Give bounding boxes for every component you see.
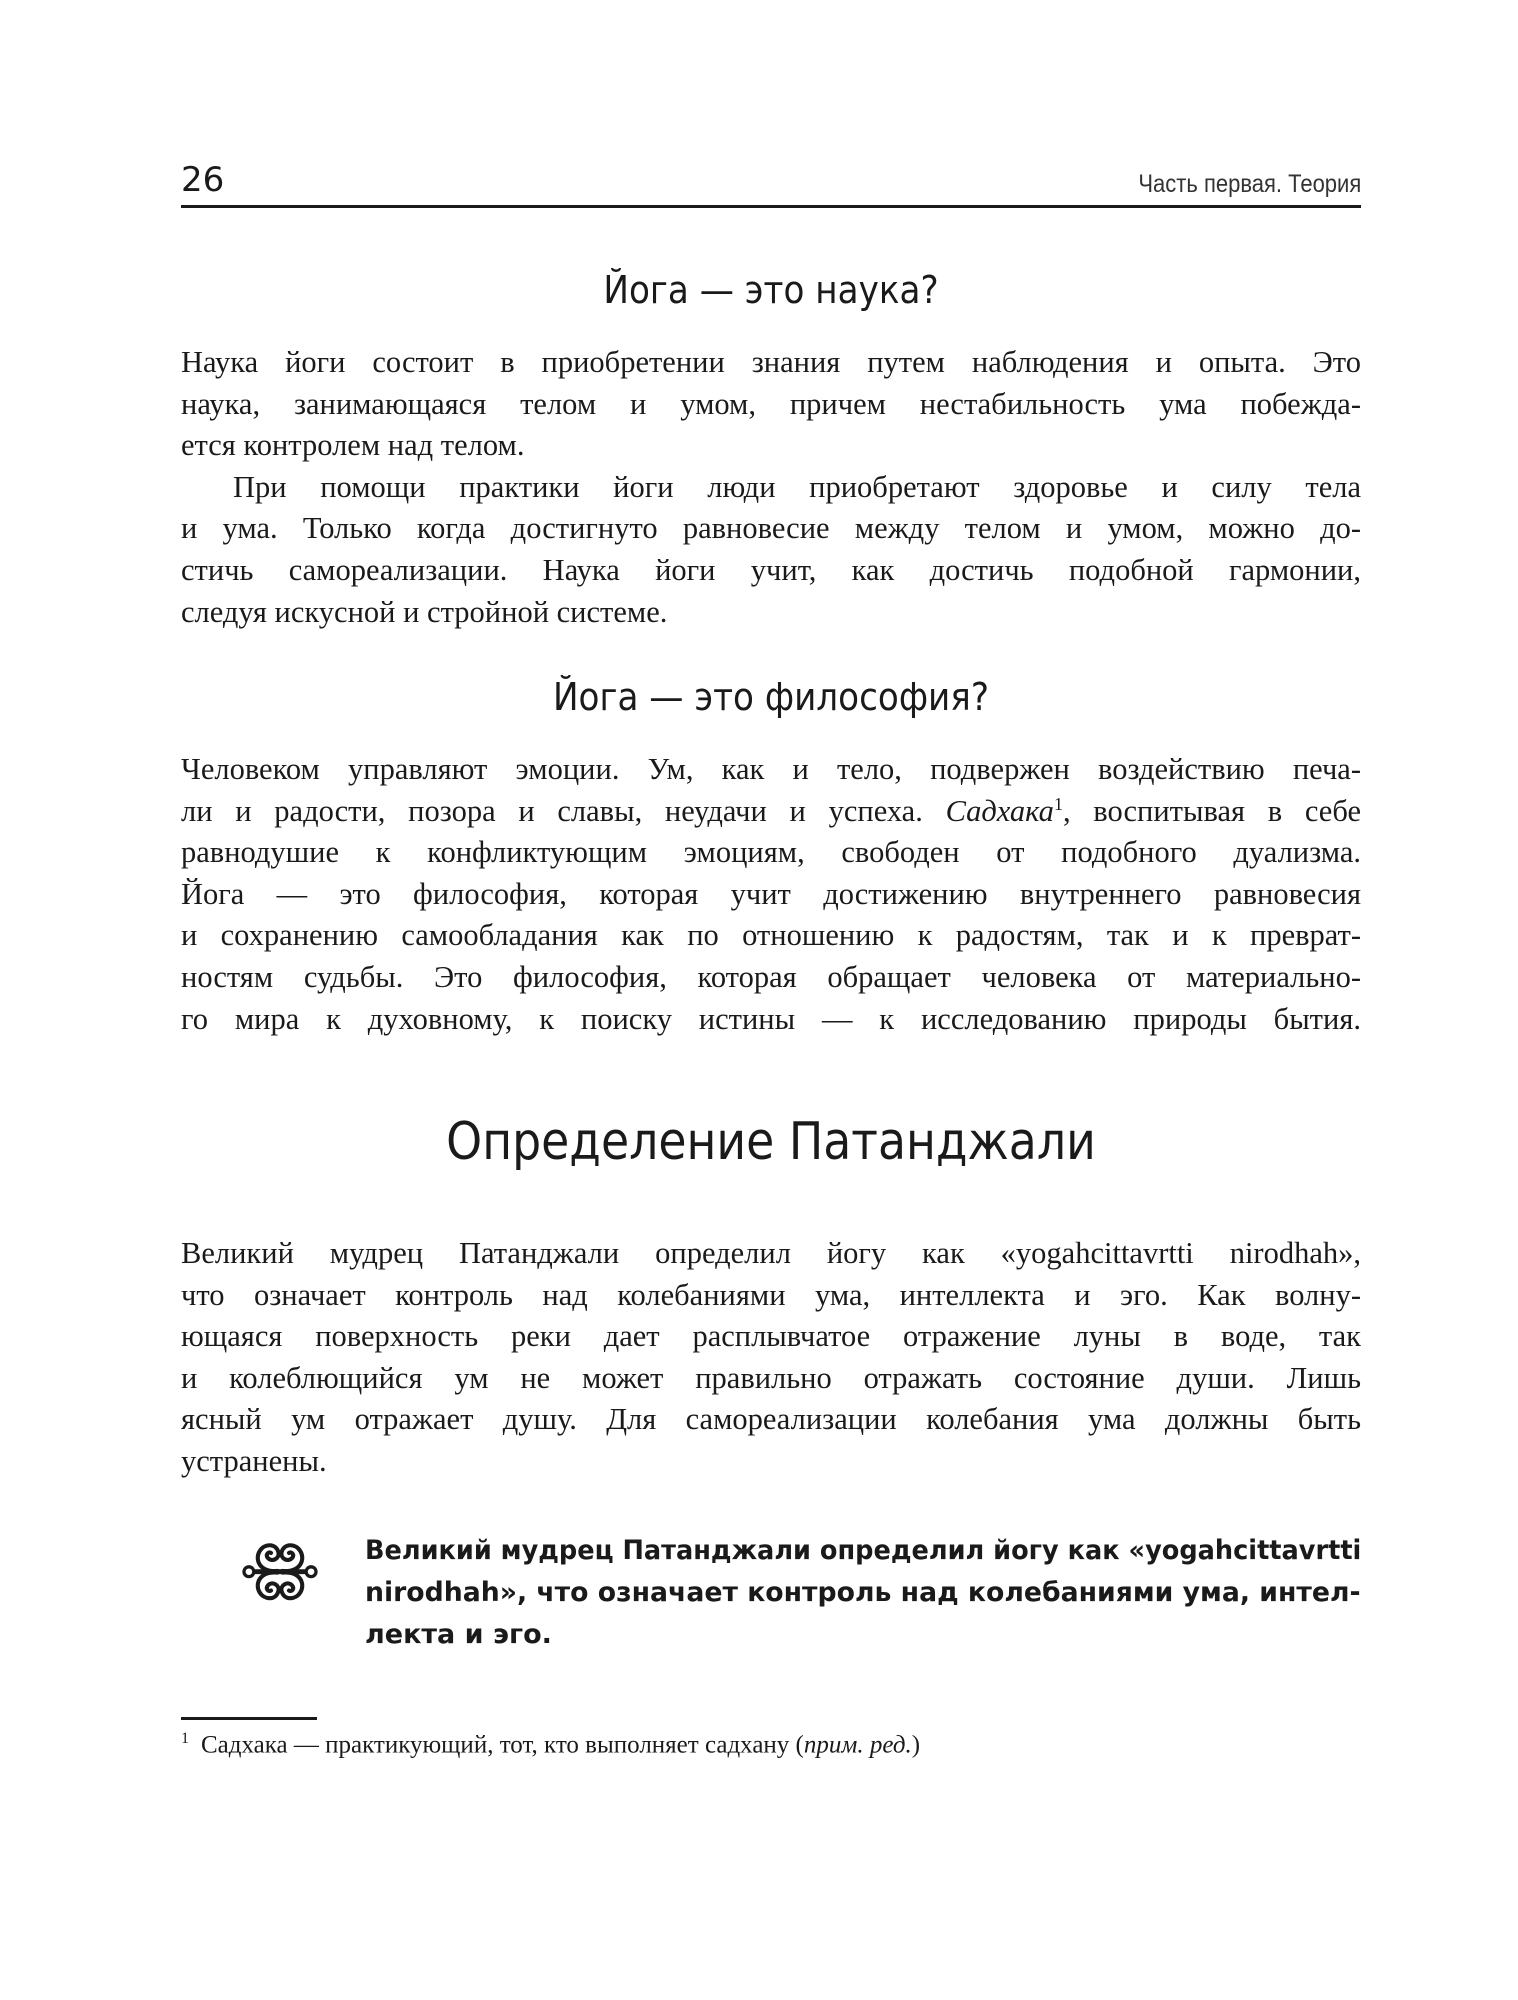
text-line: и колеблющийся ум не может правильно отражать состояние души. Лишь (181, 1360, 1361, 1395)
footnote-editor-note: прим. ред. (803, 1731, 912, 1759)
text-line: устранены. (181, 1443, 327, 1478)
running-head: Часть первая. Теория (1138, 170, 1361, 198)
section-body-philosophy (181, 749, 1361, 1040)
footnote-text: Садхака — практикующий, тот, кто выполняет садхану ( (201, 1731, 804, 1759)
text-line: ющаяся поверхность реки дает расплывчатое отражение луны в воде, так (181, 1319, 1361, 1354)
text-line: го мира к духовному, к поиску истины — к исследованию природы бытия. (181, 1001, 1361, 1036)
text-line: и ума. Только когда достигнуто равновесие между телом и умом, можно до- (181, 511, 1361, 546)
footnote-mark: 1 (181, 1730, 189, 1747)
text-run: , воспитывая в себе (1062, 793, 1361, 828)
footnote-close: ) (911, 1731, 921, 1759)
callout-line: лекта и эго. (365, 1619, 552, 1650)
text-line: При помощи практики йоги люди приобретают здоровье и силу тела (233, 469, 1361, 504)
page-number: 26 (181, 160, 225, 200)
text-line: равнодушие к конфликтующим эмоциям, свободен от подобного дуализма. (181, 835, 1361, 870)
paragraph (181, 1233, 1361, 1483)
paragraph (181, 467, 1361, 633)
text-line: стичь самореализации. Наука йоги учит, как достичь подобной гармонии, (181, 552, 1361, 587)
footnote-ref[interactable]: 1 (1053, 793, 1063, 814)
text-line: и сохранению самообладания как по отношению к радостям, так и к преврат- (181, 918, 1361, 953)
text-line: Йога — это философия, которая учит достижению внутреннего равновесия (181, 876, 1361, 911)
text-line: Великий мудрец Патанджали определил йогу как «yogahcittavrtti nirodhah», (181, 1236, 1361, 1270)
text-line: наука, занимающаяся телом и умом, причем нестабильность ума побежда- (181, 386, 1361, 421)
paragraph (181, 342, 1361, 467)
callout-text (365, 1530, 1361, 1656)
header-rule (181, 205, 1361, 208)
callout-line: Великий мудрец Патанджали определил йогу как «yogahcittavrtti (365, 1535, 1362, 1566)
text-line: Человеком управляют эмоции. Ум, как и тело, подвержен воздействию печа- (181, 752, 1361, 786)
section-heading-science: Йога — это наука? (603, 268, 939, 312)
text-line: ностям судьбы. Это философия, которая обращает человека от материально- (181, 959, 1361, 994)
chapter-heading-patanjali: Определение Патанджали (446, 1112, 1096, 1172)
section-body-science (181, 342, 1361, 633)
footnote (181, 1730, 920, 1759)
paragraph (181, 749, 1361, 1040)
term-sadhaka: Садхака (945, 793, 1054, 828)
callout-quote (235, 1530, 1361, 1650)
section-body-patanjali (181, 1233, 1361, 1483)
text-line: что означает контроль над колебаниями ума, интеллекта и эго. Как волну- (181, 1277, 1361, 1312)
text-line: ясный ум отражает душу. Для самореализации колебания ума должны быть (181, 1402, 1361, 1437)
text-line (181, 791, 1361, 833)
text-run: ли и радости, позора и славы, неудачи и успеха. (181, 793, 946, 828)
text-line: Наука йоги состоит в приобретении знания путем наблюдения и опыта. Это (181, 345, 1361, 379)
page-header (181, 158, 1361, 208)
section-heading-philosophy: Йога — это философия? (552, 675, 990, 719)
footnote-rule (181, 1717, 317, 1720)
text-line: ется контролем над телом. (181, 428, 525, 463)
callout-line: nirodhah», что означает контроль над колебаниями ума, интел- (365, 1577, 1361, 1608)
ornament-scroll-icon (235, 1530, 325, 1620)
text-line: следуя искусной и стройной системе. (181, 594, 668, 629)
